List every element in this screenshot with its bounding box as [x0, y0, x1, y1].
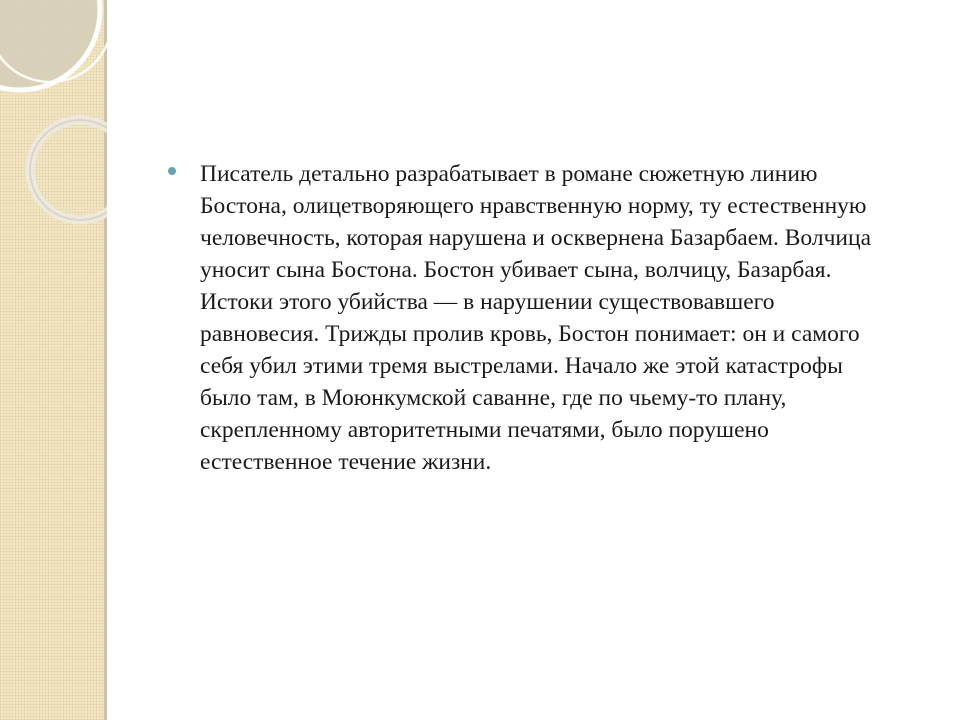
- bullet-text: Писатель детально разрабатывает в романе сюжетную линию Бостона, олицетворяющего нравственную норму, ту естественную человечность, которая нарушена и осквернена Базарбаем. Волчица уносит сына Бостона. Бостон убивает сына, волчицу, Базарбая. Истоки этого убийства — в нарушении существовавшего равновесия. Трижды пролив кровь, Бостон понимает: он и самого себя убил этими тремя выстрелами. Начало же этой катастрофы было там, в Моюнкумской саванне, где по чьему-то плану, скрепленному авторитетными печатями, было порушено естественное течение жизни.: [200, 161, 872, 475]
- rings-graphic: [0, 0, 107, 260]
- slide-content: [168, 158, 888, 478]
- bullet-item: [168, 158, 888, 478]
- bullet-dot-icon: [168, 167, 176, 175]
- decorative-rings: [0, 0, 107, 260]
